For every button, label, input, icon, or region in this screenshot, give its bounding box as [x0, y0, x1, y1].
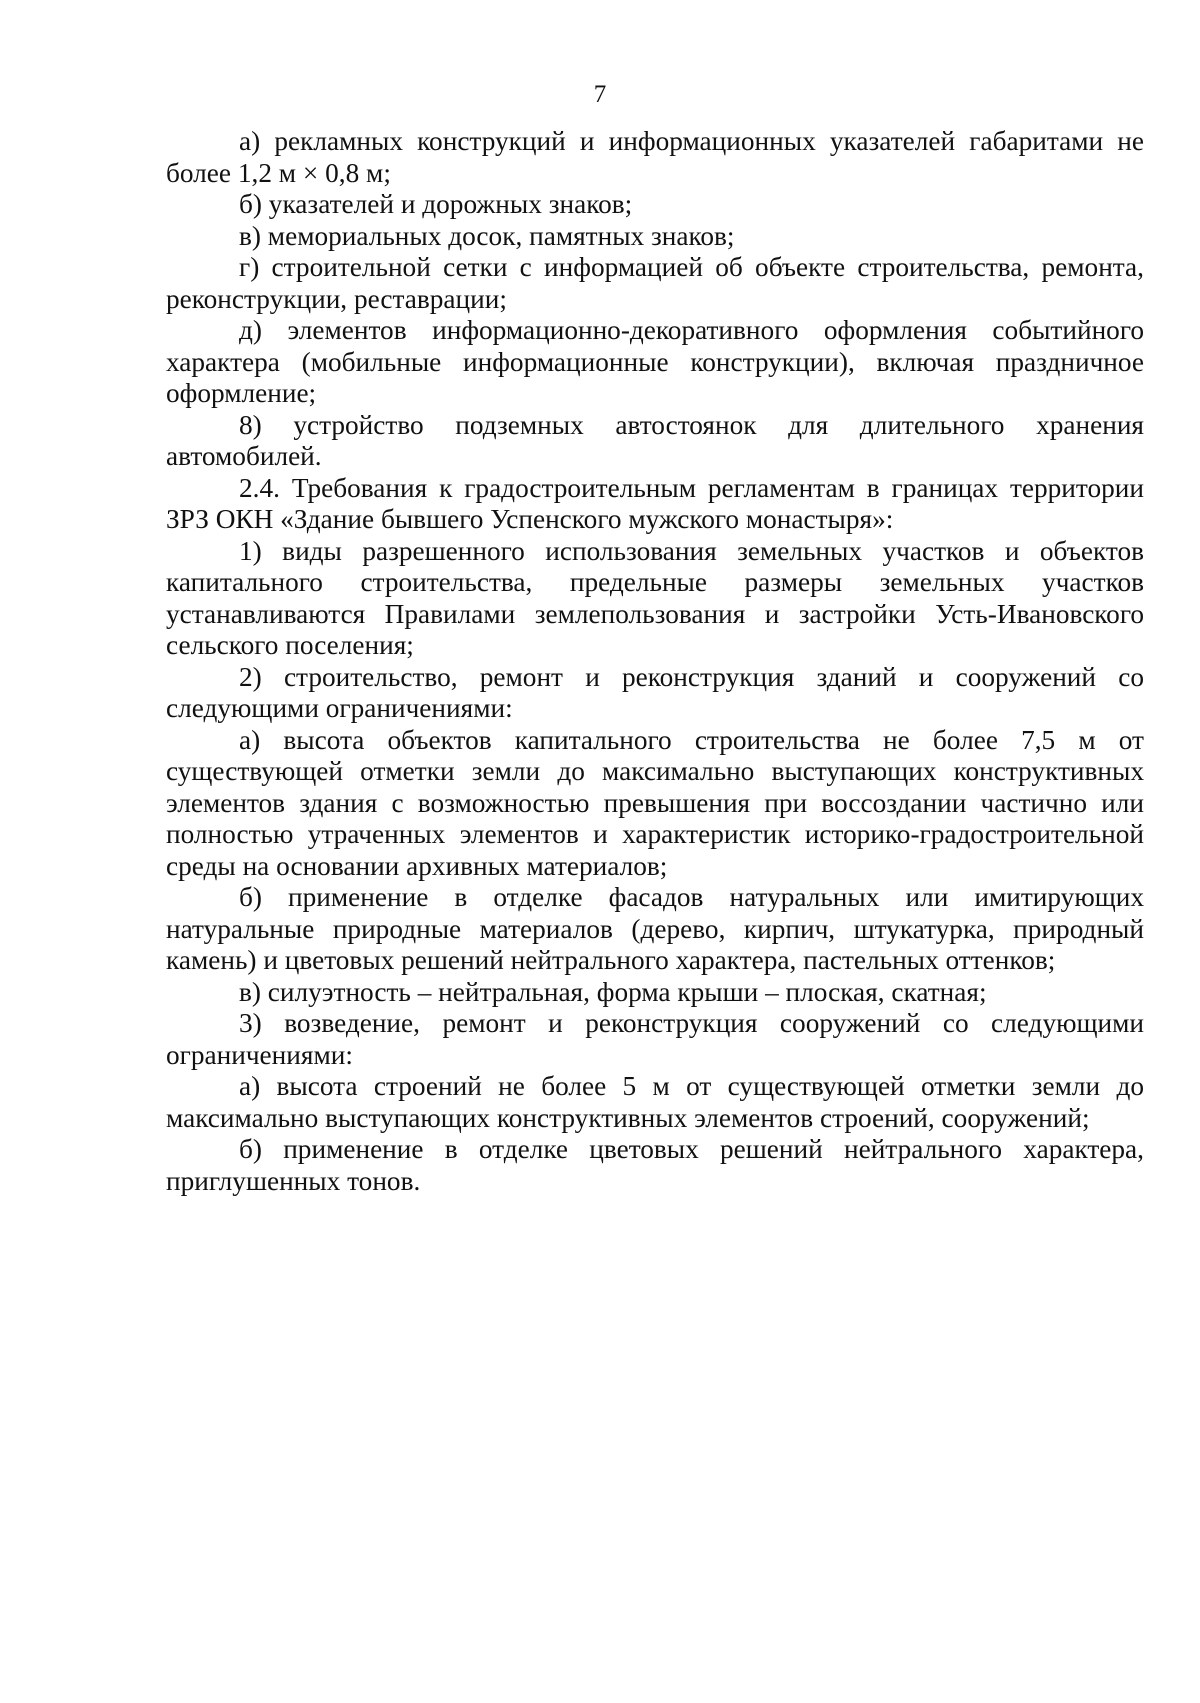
paragraph-item-1-land-use: 1) виды разрешенного использования земельных участков и объектов капитального строительства, предельные размеры земельных участков устанавливаются Правилами землепользования и застройки Усть-Ивановского сельского поселения; — [166, 535, 1144, 660]
paragraph-item-a-structure-height: а) высота строений не более 5 м от существующей отметки земли до максимально выступающих конструктивных элементов строений, сооружений; — [166, 1071, 1144, 1133]
paragraph-item-a-signs: а) рекламных конструкций и информационных указателей габаритами не более 1,2 м × 0,8 м; — [166, 126, 1144, 188]
paragraph-item-v-memorial-plaques: в) мемориальных досок, памятных знаков; — [239, 220, 735, 251]
document-body — [166, 126, 1144, 1197]
paragraph-item-g-construction-net: г) строительной сетки с информацией об объекте строительства, ремонта, реконструкции, реставрации; — [166, 252, 1144, 314]
paragraph-item-8-underground-parking: 8) устройство подземных автостоянок для длительного хранения автомобилей. — [166, 409, 1144, 471]
paragraph-item-b-road-signs: б) указателей и дорожных знаков; — [239, 189, 633, 219]
page-number: 7 — [593, 81, 607, 108]
section-2-4-heading: 2.4. Требования к градостроительным регламентам в границах территории ЗРЗ ОКН «Здание бывшего Успенского мужского монастыря»: — [166, 472, 1144, 534]
paragraph-item-b-color-solutions: б) применение в отделке цветовых решений нейтрального характера, приглушенных тонов. — [166, 1134, 1144, 1196]
paragraph-item-b-facade-materials: б) применение в отделке фасадов натуральных или имитирующих натуральные природные материалов (дерево, кирпич, штукатурка, природный камень) и цветовых решений нейтрального характера, пастельных оттенков; — [166, 882, 1144, 975]
paragraph-item-v-silhouette: в) силуэтность – нейтральная, форма крыши – плоская, скатная; — [239, 976, 987, 1007]
paragraph-item-d-decorative-elements: д) элементов информационно-декоративного оформления событийного характера (мобильные информационные конструкции), включая праздничное оформление; — [166, 315, 1144, 408]
paragraph-item-2-building-construction: 2) строительство, ремонт и реконструкция зданий и сооружений со следующими ограничениями: — [166, 661, 1144, 723]
paragraph-item-a-building-height: а) высота объектов капитального строительства не более 7,5 м от существующей отметки земли до максимально выступающих конструктивных элементов здания с возможностью превышения при воссоздании частично или полностью утраченных элементов и характеристик историко-градостроительной среды на основании архивных материалов; — [166, 724, 1144, 881]
paragraph-item-3-structures: 3) возведение, ремонт и реконструкция сооружений со следующими ограничениями: — [166, 1008, 1144, 1070]
